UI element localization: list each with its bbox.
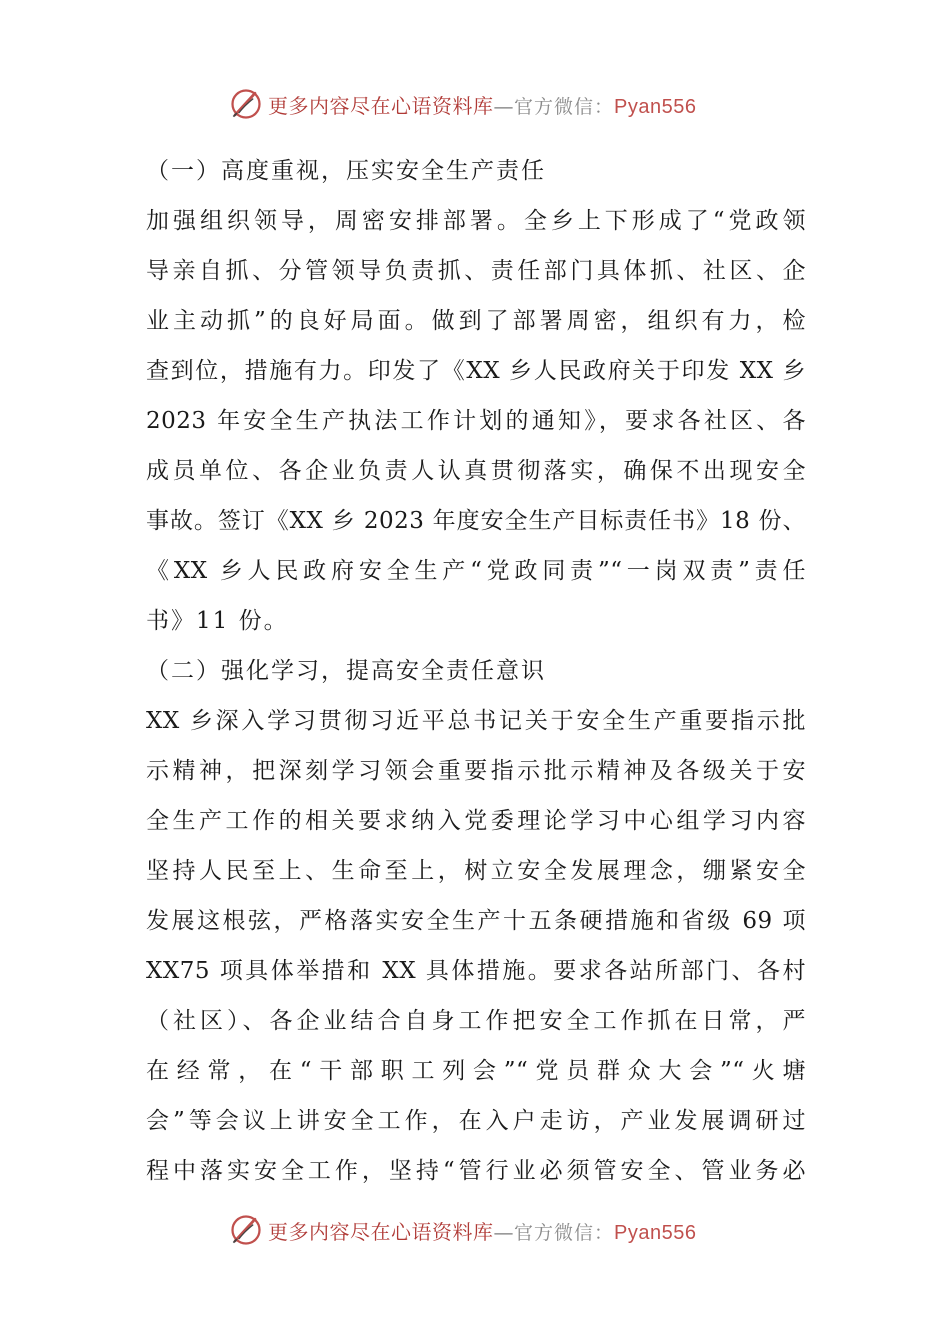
body-line: 业主动抓”的良好局面。做到了部署周密，组织有力，检 [146, 308, 806, 334]
body-line: 发展这根弦，严格落实安全生产十五条硬措施和省级 69 项 [146, 908, 806, 934]
banner-wechat-label: 官方微信： [514, 1221, 615, 1244]
document-body [146, 146, 806, 1196]
banner-separator: — [493, 93, 514, 118]
header-watermark-banner [228, 84, 788, 124]
pen-logo-icon [228, 86, 264, 122]
section-heading: （二）强化学习，提高安全责任意识 [146, 658, 546, 684]
body-line: XX 乡深入学习贯彻习近平总书记关于安全生产重要指示批 [146, 708, 806, 734]
body-line: 查到位，措施有力。印发了《XX 乡人民政府关于印发 XX 乡 [146, 358, 806, 384]
body-line: （社区）、各企业结合自身工作把安全工作抓在日常，严 [146, 1008, 806, 1034]
footer-watermark-banner [228, 1210, 788, 1250]
banner-separator: — [493, 1219, 514, 1244]
body-line: 成员单位、各企业负责人认真贯彻落实，确保不出现安全 [146, 458, 806, 484]
body-line: 书》11 份。 [146, 608, 289, 634]
body-line: 示精神，把深刻学习领会重要指示批示精神及各级关于安 [146, 758, 806, 784]
banner-brand-text: 更多内容尽在心语资料库 [268, 1219, 494, 1244]
body-line: 导亲自抓、分管领导负责抓、责任部门具体抓、社区、企 [146, 258, 806, 284]
pen-logo-icon [228, 1212, 264, 1248]
banner-wechat-id: Pyan556 [614, 95, 697, 118]
body-line: 会”等会议上讲安全工作，在入户走访，产业发展调研过 [146, 1108, 806, 1134]
body-line: 事故。签订《XX 乡 2023 年度安全生产目标责任书》18 份、 [146, 508, 806, 534]
body-line: 2023 年安全生产执法工作计划的通知》，要求各社区、各 [146, 408, 806, 434]
body-line: 坚持人民至上、生命至上，树立安全发展理念，绷紧安全 [146, 858, 806, 884]
banner-wechat-label: 官方微信： [514, 95, 615, 118]
body-line: 在经常，在“干部职工列会”“党员群众大会”“火塘 [146, 1058, 806, 1084]
body-line: 程中落实安全工作，坚持“管行业必须管安全、管业务必 [146, 1158, 806, 1184]
banner-brand-text: 更多内容尽在心语资料库 [268, 93, 494, 118]
body-line: 《XX 乡人民政府安全生产“党政同责”“一岗双责”责任 [146, 558, 806, 584]
banner-wechat-id: Pyan556 [614, 1221, 697, 1244]
body-line: 全生产工作的相关要求纳入党委理论学习中心组学习内容 [146, 808, 806, 834]
body-line: 加强组织领导，周密安排部署。全乡上下形成了“党政领 [146, 208, 806, 234]
body-line: XX75 项具体举措和 XX 具体措施。要求各站所部门、各村 [146, 958, 806, 984]
section-heading: （一）高度重视，压实安全生产责任 [146, 158, 546, 184]
